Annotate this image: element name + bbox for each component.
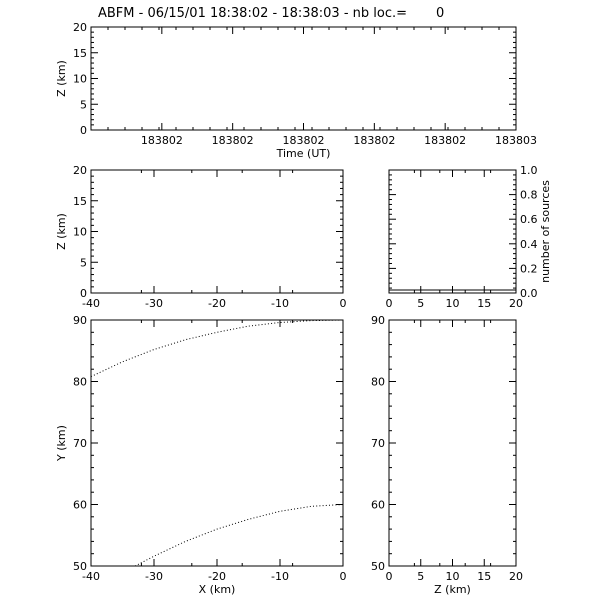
y-tick-label: 1.0 — [520, 164, 538, 177]
x-tick-label: 183802 — [211, 134, 254, 147]
x-tick-label: -20 — [208, 297, 226, 310]
x-tick-label: 183802 — [353, 134, 396, 147]
y-axis-label: Y (km) — [55, 425, 68, 461]
y-tick-label: 70 — [371, 437, 385, 450]
y-tick-label: 15 — [73, 194, 87, 208]
y-tick-label: 0.2 — [520, 262, 538, 276]
x-tick-label: 5 — [417, 297, 425, 310]
x-tick-label: 15 — [477, 570, 492, 583]
y-tick-label: 5 — [80, 256, 87, 270]
series-line-2 — [135, 505, 343, 567]
y-tick-label: 15 — [73, 46, 87, 60]
x-tick-label: 183802 — [282, 134, 325, 147]
x-tick-label: -20 — [208, 570, 226, 583]
x-tick-label: -40 — [82, 297, 100, 310]
time-height-panel — [55, 21, 537, 160]
y-tick-label: 5 — [80, 98, 87, 112]
plot-frame — [91, 170, 343, 293]
x-tick-label: 0 — [339, 297, 347, 310]
x-tick-label: 0 — [385, 297, 393, 310]
y-axis-label: Z (km) — [55, 213, 68, 250]
x-tick-label: -30 — [145, 570, 163, 583]
plot-frame — [389, 170, 516, 293]
y-tick-label: 60 — [371, 498, 385, 512]
x-axis-label: Z (km) — [434, 583, 471, 596]
x-axis-label: Time (UT) — [276, 147, 331, 160]
altitude-histogram-panel — [386, 164, 553, 310]
y-tick-label: 0 — [80, 124, 87, 137]
y-axis-label: number of sources — [539, 180, 552, 283]
y-tick-label: 0.6 — [520, 213, 538, 227]
figure-title: ABFM - 06/15/01 18:38:02 - 18:38:03 - nb loc.= 0 — [98, 6, 445, 21]
x-axis-label: X (km) — [198, 583, 236, 596]
y-tick-label: 20 — [73, 21, 87, 34]
x-tick-label: 15 — [477, 297, 492, 310]
x-tick-label: 0 — [339, 570, 347, 583]
y-tick-label: 90 — [371, 314, 385, 327]
y-tick-label: 80 — [73, 375, 87, 389]
x-tick-label: -30 — [145, 297, 163, 310]
x-tick-label: 10 — [445, 570, 460, 583]
y-tick-label: 20 — [73, 164, 87, 177]
x-tick-label: 0 — [385, 570, 393, 583]
plot-frame — [389, 320, 516, 566]
x-tick-label: -10 — [271, 570, 289, 583]
x-z-panel — [55, 164, 347, 310]
plot-frame — [91, 27, 516, 130]
x-tick-label: 183802 — [140, 134, 183, 147]
x-tick-label: 10 — [445, 297, 460, 310]
series-line-1 — [91, 320, 343, 377]
plan-view-panel — [55, 314, 347, 596]
y-tick-label: 10 — [73, 72, 87, 86]
y-tick-label: 0.8 — [520, 188, 538, 202]
y-tick-label: 50 — [371, 560, 385, 573]
x-tick-label: -40 — [82, 570, 100, 583]
y-tick-label: 50 — [73, 560, 87, 573]
y-tick-label: 0.4 — [520, 237, 538, 251]
x-tick-label: 20 — [509, 297, 523, 310]
y-tick-label: 10 — [73, 225, 87, 239]
z-y-panel — [371, 314, 523, 596]
y-tick-label: 0.0 — [520, 287, 538, 300]
x-tick-label: 20 — [509, 570, 523, 583]
y-tick-label: 90 — [73, 314, 87, 327]
y-tick-label: 80 — [371, 375, 385, 389]
y-tick-label: 70 — [73, 437, 87, 450]
y-axis-label: Z (km) — [55, 60, 68, 97]
x-tick-label: 183802 — [424, 134, 467, 147]
y-tick-label: 0 — [80, 287, 87, 300]
y-tick-label: 60 — [73, 498, 87, 512]
x-tick-label: 183803 — [495, 134, 537, 147]
x-tick-label: -10 — [271, 297, 289, 310]
x-tick-label: 5 — [417, 570, 425, 583]
